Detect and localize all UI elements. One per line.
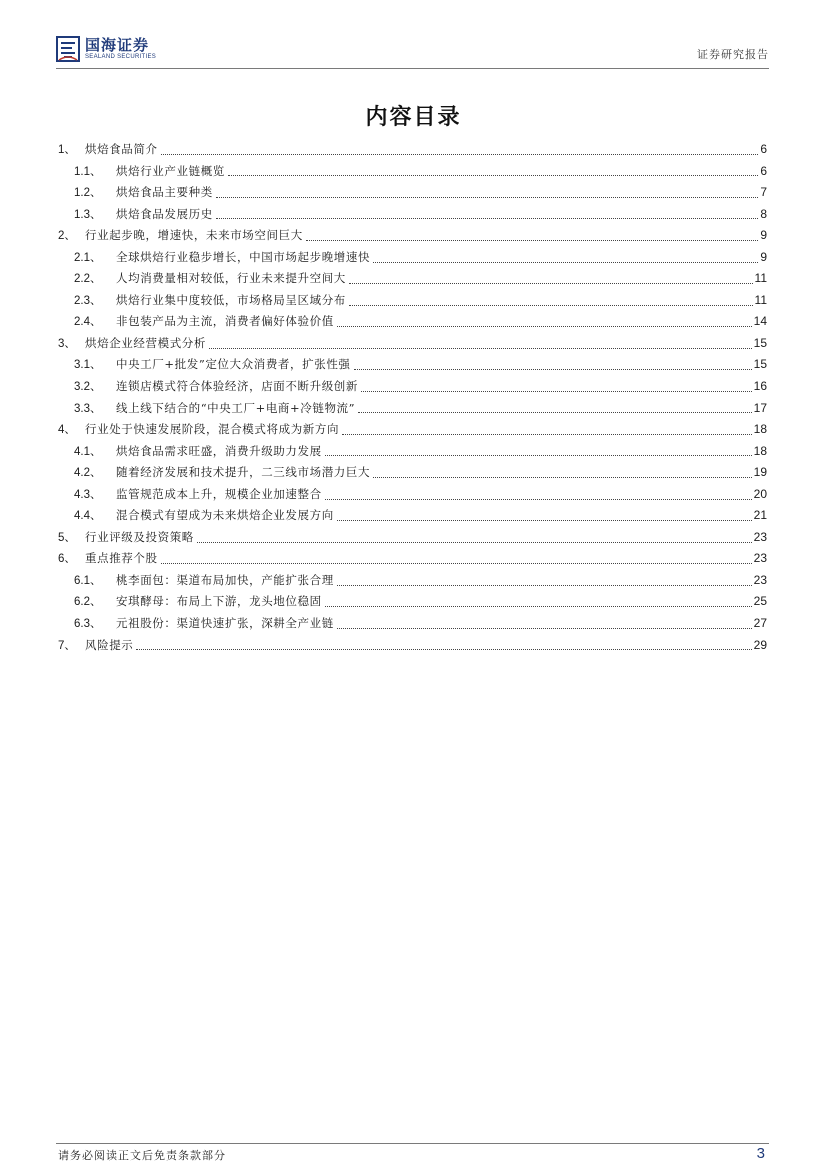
toc-entry[interactable]	[58, 247, 767, 269]
footer-divider	[56, 1143, 769, 1144]
toc-entry-number: 4.2、	[74, 467, 102, 480]
toc-entry-title: 桃李面包：渠道布局加快，产能扩张合理	[116, 572, 334, 587]
toc-dot-leader	[361, 390, 752, 392]
toc-entry[interactable]	[58, 139, 767, 161]
toc-entry[interactable]	[58, 225, 767, 247]
toc-dot-leader	[209, 347, 752, 349]
toc-entry-title: 元祖股份：渠道快速扩张，深耕全产业链	[116, 616, 334, 631]
toc-dot-leader	[325, 454, 752, 456]
toc-entry[interactable]	[58, 398, 767, 420]
toc-entry-number: 6.1、	[74, 574, 102, 587]
toc-entry[interactable]	[58, 462, 767, 484]
toc-entry-page: 19	[753, 465, 767, 480]
toc-entry-number: 4.1、	[74, 445, 102, 458]
toc-entry[interactable]	[58, 290, 767, 312]
toc-entry-title: 烘焙食品发展历史	[116, 206, 213, 221]
toc-entry-page: 18	[753, 422, 767, 437]
toc-entry-number: 6.2、	[74, 596, 102, 609]
toc-entry-page: 11	[754, 292, 767, 307]
toc-dot-leader	[325, 498, 752, 500]
logo-english-name: SEALAND SECURITIES	[85, 54, 157, 60]
toc-entry-number: 2.4、	[74, 316, 102, 329]
toc-dot-leader	[373, 261, 758, 263]
toc-entry[interactable]	[58, 591, 767, 613]
toc-entry-title: 线上线下结合的“中央工厂+电商+冷链物流”	[116, 400, 356, 415]
toc-dot-leader	[373, 476, 752, 478]
toc-entry-number: 4.4、	[74, 510, 102, 523]
toc-entry-page: 25	[753, 594, 767, 609]
toc-entry-number: 1、	[58, 144, 76, 156]
toc-entry-title: 风险提示	[85, 637, 134, 652]
toc-entry[interactable]	[58, 376, 767, 398]
toc-dot-leader	[228, 174, 758, 176]
toc-entry-number: 2.1、	[74, 251, 102, 264]
toc-entry-page: 7	[760, 185, 767, 200]
toc-entry-number: 2、	[58, 230, 76, 243]
toc-entry-title: 重点推荐个股	[85, 551, 158, 566]
toc-entry-number: 3.1、	[74, 359, 102, 372]
toc-entry-title: 中央工厂+批发”定位大众消费者，扩张性强	[116, 357, 351, 372]
toc-entry-number: 2.3、	[74, 294, 102, 307]
toc-entry-title: 行业起步晚，增速快，未来市场空间巨大	[85, 228, 303, 243]
toc-dot-leader	[349, 282, 753, 284]
toc-entry[interactable]	[58, 161, 767, 183]
toc-entry[interactable]	[58, 419, 767, 441]
toc-dot-leader	[216, 217, 759, 219]
toc-entry-title: 烘焙行业集中度较低，市场格局呈区域分布	[116, 292, 346, 307]
toc-entry-page: 29	[753, 637, 767, 652]
toc-entry-number: 6、	[58, 553, 76, 566]
toc-dot-leader	[337, 584, 752, 586]
toc-dot-leader	[349, 304, 753, 306]
toc-entry-number: 6.3、	[74, 618, 102, 631]
toc-entry-title: 烘焙食品简介	[85, 142, 158, 156]
toc-dot-leader	[161, 562, 752, 564]
toc-entry-page: 6	[760, 163, 767, 178]
logo-chinese-name: 国海证券	[85, 36, 150, 54]
toc-entry[interactable]	[58, 570, 767, 592]
toc-entry[interactable]	[58, 182, 767, 204]
toc-entry-page: 23	[753, 572, 767, 587]
page-header	[56, 36, 769, 66]
toc-entry-title: 烘焙行业产业链概览	[116, 163, 225, 178]
toc-entry[interactable]	[58, 333, 767, 355]
toc-entry-number: 7、	[58, 639, 76, 652]
toc-dot-leader	[337, 519, 752, 521]
toc-entry-title: 混合模式有望成为未来烘焙企业发展方向	[116, 508, 334, 523]
toc-entry-number: 3、	[58, 337, 76, 350]
toc-entry-page: 27	[753, 616, 767, 631]
report-type-label: 证券研究报告	[697, 48, 769, 61]
toc-entry-page: 11	[754, 271, 767, 286]
toc-entry-title: 行业处于快速发展阶段，混合模式将成为新方向	[85, 422, 340, 437]
toc-entry-title: 安琪酵母：布局上下游，龙头地位稳固	[116, 594, 322, 609]
toc-dot-leader	[136, 648, 751, 650]
toc-entry-page: 14	[753, 314, 767, 329]
toc-entry-title: 非包装产品为主流，消费者偏好体验价值	[116, 314, 334, 329]
toc-entry-page: 15	[753, 335, 767, 350]
toc-entry-number: 4、	[58, 424, 76, 437]
toc-entry-number: 5、	[58, 531, 76, 544]
toc-entry[interactable]	[58, 613, 767, 635]
toc-dot-leader	[216, 196, 759, 198]
toc-entry-page: 16	[753, 379, 767, 394]
toc-entry-page: 17	[753, 400, 767, 415]
toc-dot-leader	[337, 627, 752, 629]
toc-entry-title: 随着经济发展和技术提升，二三线市场潜力巨大	[116, 465, 371, 480]
toc-entry-number: 3.2、	[74, 381, 102, 394]
toc-entry[interactable]	[58, 505, 767, 527]
toc-entry-title: 烘焙食品主要种类	[116, 185, 213, 200]
toc-dot-leader	[161, 153, 759, 155]
toc-entry-page: 6	[760, 142, 767, 156]
toc-entry-page: 18	[753, 443, 767, 458]
toc-entry-page: 23	[753, 551, 767, 566]
toc-dot-leader	[358, 411, 752, 413]
toc-entry[interactable]	[58, 548, 767, 570]
toc-entry-title: 行业评级及投资策略	[85, 529, 194, 544]
toc-entry[interactable]	[58, 354, 767, 376]
toc-dot-leader	[354, 368, 752, 370]
toc-entry[interactable]	[58, 311, 767, 333]
table-of-contents	[58, 139, 767, 656]
toc-entry-title: 烘焙企业经营模式分析	[85, 335, 206, 350]
toc-entry-number: 3.3、	[74, 402, 102, 415]
page-number: 3	[756, 1145, 765, 1162]
toc-dot-leader	[337, 325, 752, 327]
toc-dot-leader	[306, 239, 759, 241]
company-logo	[56, 36, 156, 62]
toc-entry-page: 9	[760, 249, 767, 264]
header-divider	[56, 68, 769, 69]
toc-entry[interactable]	[58, 484, 767, 506]
toc-entry[interactable]	[58, 441, 767, 463]
toc-dot-leader	[342, 433, 752, 435]
toc-entry-page: 15	[753, 357, 767, 372]
toc-entry-page: 20	[753, 486, 767, 501]
toc-entry-title: 烘焙食品需求旺盛，消费升级助力发展	[116, 443, 322, 458]
disclaimer-note: 请务必阅读正文后免责条款部分	[58, 1149, 226, 1162]
toc-entry-number: 4.3、	[74, 488, 102, 501]
toc-entry[interactable]	[58, 527, 767, 549]
toc-entry[interactable]	[58, 635, 767, 657]
toc-entry-title: 人均消费量相对较低，行业未来提升空间大	[116, 271, 346, 286]
toc-entry-page: 9	[760, 228, 767, 243]
toc-entry-number: 1.1、	[74, 165, 102, 178]
toc-entry-title: 连锁店模式符合体验经济，店面不断升级创新	[116, 379, 358, 394]
toc-entry-number: 2.2、	[74, 273, 102, 286]
toc-entry-page: 8	[760, 206, 767, 221]
toc-entry-title: 监管规范成本上升，规模企业加速整合	[116, 486, 322, 501]
toc-entry-title: 全球烘焙行业稳步增长，中国市场起步晚增速快	[116, 249, 371, 264]
toc-entry-page: 21	[753, 508, 767, 523]
toc-entry-number: 1.3、	[74, 208, 102, 221]
toc-entry[interactable]	[58, 204, 767, 226]
toc-entry-page: 23	[753, 529, 767, 544]
toc-dot-leader	[197, 541, 752, 543]
toc-entry[interactable]	[58, 268, 767, 290]
toc-entry-number: 1.2、	[74, 187, 102, 200]
toc-title: 内容目录	[365, 105, 462, 130]
sealand-logo-icon	[56, 36, 80, 62]
toc-dot-leader	[325, 605, 752, 607]
